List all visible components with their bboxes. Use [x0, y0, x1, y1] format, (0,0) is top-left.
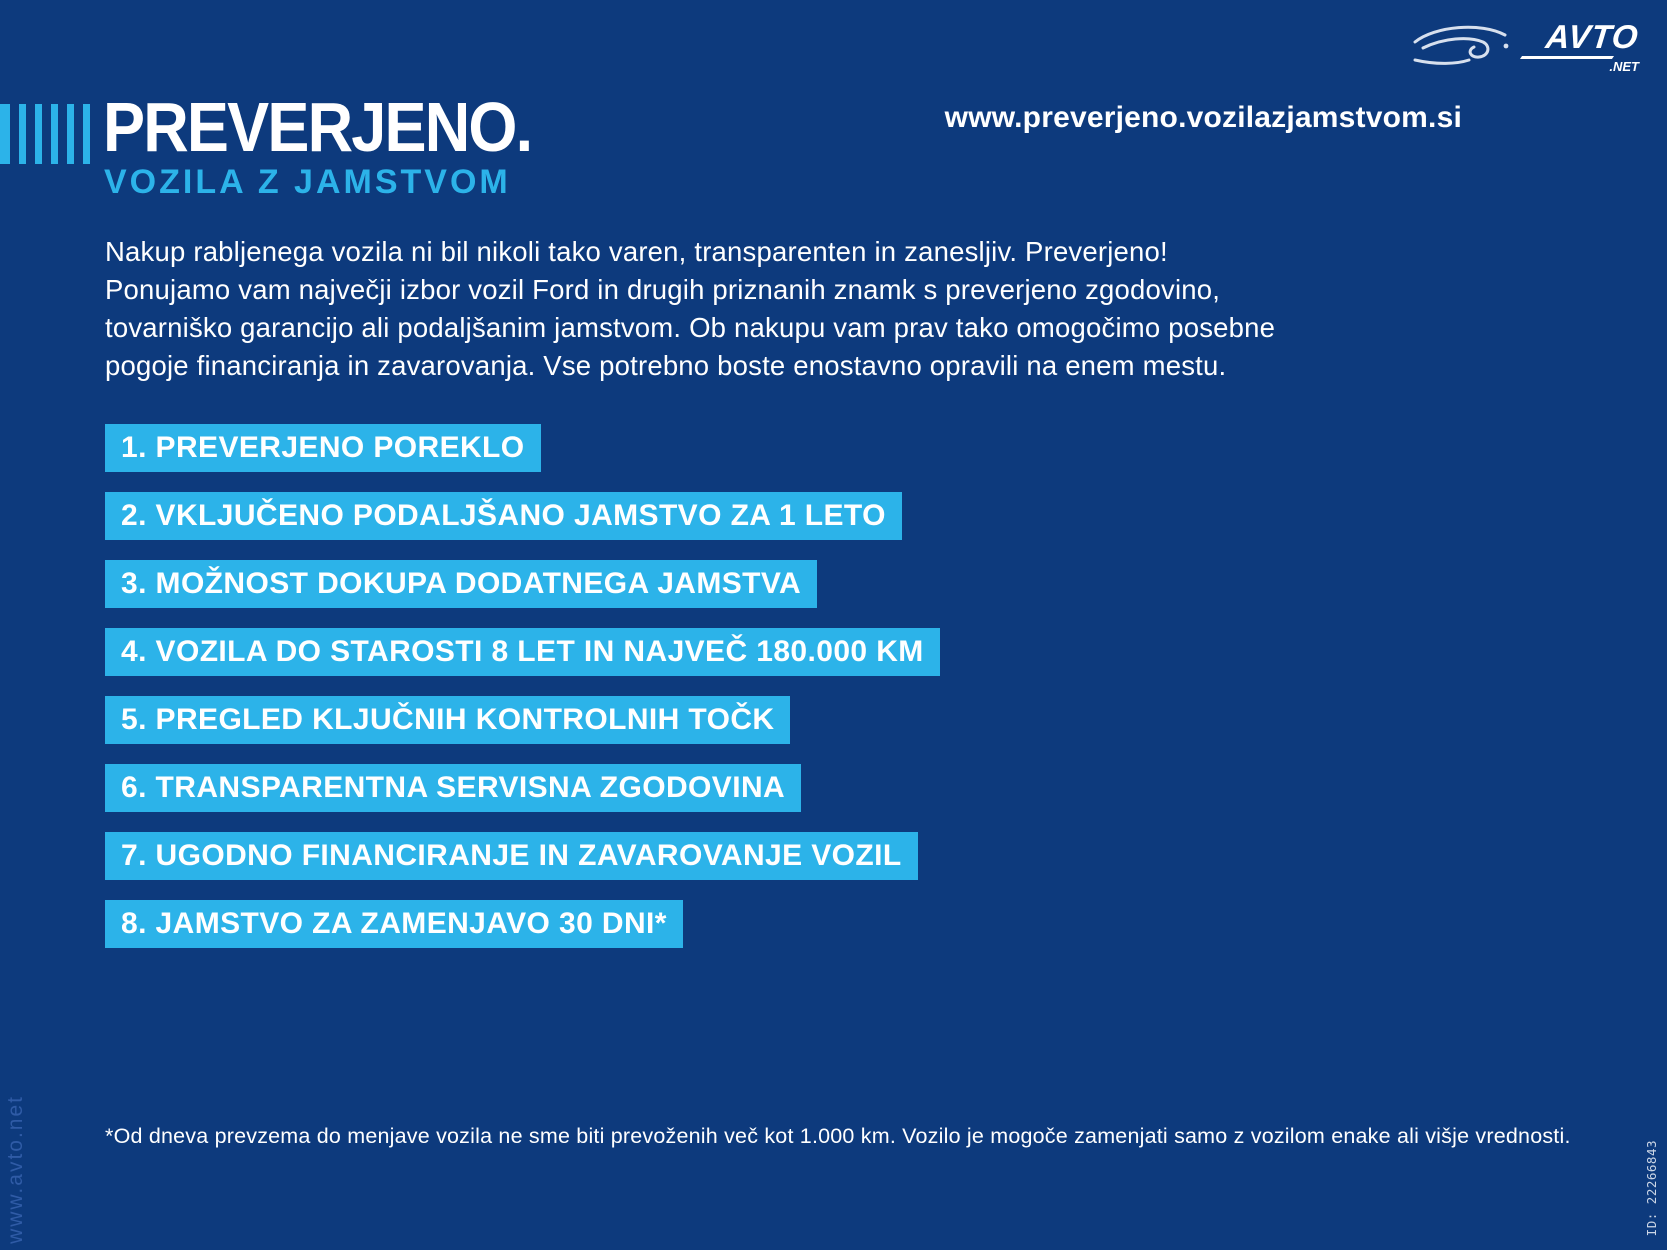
intro-paragraph: [105, 233, 1275, 385]
page-subtitle: VOZILA Z JAMSTVOM: [104, 163, 511, 201]
list-item: 2. VKLJUČENO PODALJŠANO JAMSTVO ZA 1 LETO: [105, 492, 902, 540]
list-item: 8. JAMSTVO ZA ZAMENJAVO 30 DNI*: [105, 900, 683, 948]
list-item: 3. MOŽNOST DOKUPA DODATNEGA JAMSTVA: [105, 560, 817, 608]
list-item: 4. VOZILA DO STAROSTI 8 LET IN NAJVEČ 180.000 KM: [105, 628, 940, 676]
bar-icon: [19, 104, 26, 164]
benefits-list: [105, 424, 940, 968]
footnote: *Od dneva prevzema do menjave vozila ne sme biti prevoženih več kot 1.000 km. Vozilo je mogoče zamenjati samo z vozilom enake ali višje vrednosti.: [105, 1124, 1571, 1148]
bar-icon: [35, 104, 42, 164]
ticker-bars-decoration: [0, 104, 90, 164]
image-id: ID: 22266843: [1644, 1139, 1659, 1236]
logo-underline: [1520, 56, 1614, 59]
list-item: 5. PREGLED KLJUČNIH KONTROLNIH TOČK: [105, 696, 790, 744]
intro-line: Ponujamo vam največji izbor vozil Ford in drugih priznanih znamk s preverjeno zgodovino,: [105, 274, 1221, 305]
list-item: 1. PREVERJENO POREKLO: [105, 424, 541, 472]
logo-net-text: .NET: [1609, 59, 1639, 74]
avtonet-logo: [1409, 20, 1639, 73]
list-item: 7. UGODNO FINANCIRANJE IN ZAVAROVANJE VOZIL: [105, 832, 918, 880]
bar-icon: [67, 104, 74, 164]
watermark-avtonet: www.avto.net: [4, 1095, 27, 1244]
bar-icon: [0, 104, 10, 164]
bar-icon: [51, 104, 58, 164]
intro-line: Nakup rabljenega vozila ni bil nikoli tako varen, transparenten in zanesljiv. Preverjeno!: [105, 236, 1168, 267]
logo-avto-text: AVTO: [1544, 18, 1641, 55]
car-sketch-icon: [1409, 20, 1517, 66]
bar-icon: [83, 104, 90, 164]
intro-line: pogoje financiranja in zavarovanja. Vse potrebno boste enostavno opravili na enem mestu.: [105, 350, 1227, 381]
list-item: 6. TRANSPARENTNA SERVISNA ZGODOVINA: [105, 764, 801, 812]
website-url: www.preverjeno.vozilazjamstvom.si: [944, 101, 1462, 134]
page-title: PREVERJENO.: [103, 88, 532, 166]
intro-line: tovarniško garancijo ali podaljšanim jamstvom. Ob nakupu vam prav tako omogočimo posebne: [105, 312, 1276, 343]
logo-wordmark: [1521, 20, 1639, 73]
